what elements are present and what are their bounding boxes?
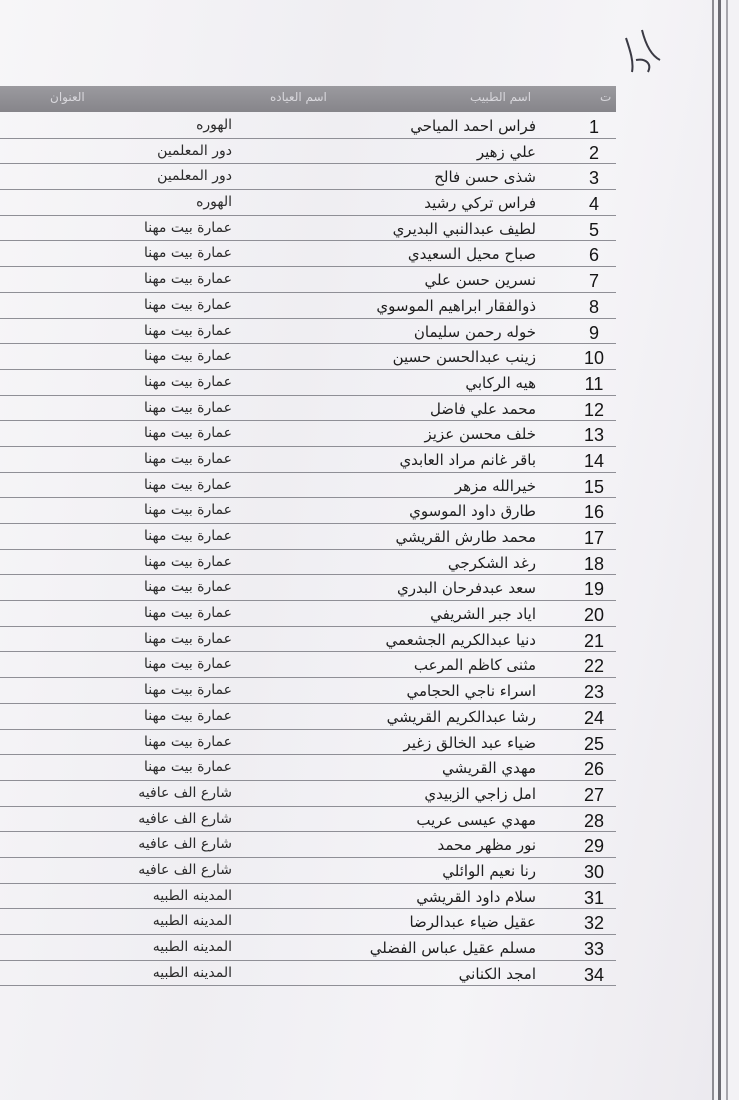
row-number: 19 xyxy=(583,579,605,600)
row-number: 5 xyxy=(588,219,599,240)
table-row xyxy=(0,679,616,705)
table-row xyxy=(0,653,616,679)
clinic-name: عمارة بيت مهنا xyxy=(143,502,232,519)
table-row xyxy=(0,422,616,448)
table-row xyxy=(0,242,616,268)
doctor-name: نسرين حسن علي xyxy=(424,271,536,290)
table-row xyxy=(0,551,616,577)
doctor-name: رنا نعيم الوائلي xyxy=(442,861,536,880)
page-edge xyxy=(718,0,721,1100)
doctor-name: خوله رحمن سليمان xyxy=(413,322,536,341)
table-row xyxy=(0,448,616,474)
row-number: 34 xyxy=(583,964,605,985)
row-number: 21 xyxy=(583,630,605,651)
clinic-name: دور المعلمين xyxy=(157,168,232,185)
doctor-name: هيه الركابي xyxy=(465,373,536,392)
table-row xyxy=(0,114,616,140)
clinic-name: المدينه الطبيه xyxy=(152,913,232,930)
table-row xyxy=(0,165,616,191)
row-number: 15 xyxy=(583,476,605,497)
doctor-name: ذوالفقار ابراهيم الموسوي xyxy=(376,296,536,315)
table-row xyxy=(0,910,616,936)
row-number: 12 xyxy=(583,399,605,420)
row-number: 13 xyxy=(583,425,605,446)
clinic-name: المدينه الطبيه xyxy=(152,887,232,904)
clinic-name: عمارة بيت مهنا xyxy=(143,476,232,493)
clinic-name: عمارة بيت مهنا xyxy=(143,656,232,673)
row-number: 10 xyxy=(583,348,605,369)
doctor-name: سعد عبدفرحان البدري xyxy=(397,579,536,598)
doctor-name: باقر غانم مراد العابدي xyxy=(399,450,536,469)
doctor-name: محمد علي فاضل xyxy=(429,399,536,418)
doctor-name: صباح محيل السعيدي xyxy=(407,245,536,264)
doctor-name: خيرالله مزهر xyxy=(454,476,536,495)
row-number: 17 xyxy=(583,528,605,548)
doctor-name: علي زهير xyxy=(476,142,536,161)
doctor-name: زينب عبدالحسن حسين xyxy=(392,348,536,367)
row-number: 11 xyxy=(584,373,604,394)
row-number: 24 xyxy=(583,707,605,728)
row-number: 31 xyxy=(583,887,605,908)
clinic-name: دور المعلمين xyxy=(157,142,232,159)
header-clinic: اسم العياده xyxy=(270,90,327,104)
row-number: 27 xyxy=(583,784,605,805)
row-number: 18 xyxy=(583,553,605,574)
table-row xyxy=(0,808,616,834)
doctor-name: اياد جبر الشريفي xyxy=(430,605,536,624)
table-row xyxy=(0,756,616,782)
row-number: 26 xyxy=(583,759,605,780)
doctor-table xyxy=(0,114,616,987)
table-row xyxy=(0,294,616,320)
table-row xyxy=(0,217,616,243)
clinic-name: عمارة بيت مهنا xyxy=(143,759,232,776)
table-row xyxy=(0,628,616,654)
table-row xyxy=(0,782,616,808)
doctor-name: امل زاجي الزبيدي xyxy=(424,784,536,803)
table-row xyxy=(0,576,616,602)
doctor-name: دنيا عبدالكريم الجشعمي xyxy=(385,630,536,649)
clinic-name: عمارة بيت مهنا xyxy=(143,322,232,339)
doctor-name: مثنى كاظم المرعب xyxy=(413,656,536,675)
table-row xyxy=(0,731,616,757)
row-number: 30 xyxy=(583,861,605,882)
doctor-name: فراس احمد المياحي xyxy=(410,117,536,135)
clinic-name: عمارة بيت مهنا xyxy=(143,630,232,647)
clinic-name: شارع الف عافيه xyxy=(138,810,232,827)
table-row xyxy=(0,962,616,988)
row-number: 25 xyxy=(583,733,605,754)
row-number: 28 xyxy=(583,810,605,831)
clinic-name: المدينه الطبيه xyxy=(152,939,232,955)
table-row xyxy=(0,833,616,859)
clinic-name: عمارة بيت مهنا xyxy=(143,373,232,390)
clinic-name: عمارة بيت مهنا xyxy=(143,271,232,288)
clinic-name: عمارة بيت مهنا xyxy=(143,425,232,442)
table-row xyxy=(0,345,616,371)
clinic-name: عمارة بيت مهنا xyxy=(143,707,232,724)
clinic-name: عمارة بيت مهنا xyxy=(143,682,232,699)
row-number: 8 xyxy=(588,296,599,317)
doctor-name: مهدي القريشي xyxy=(442,759,536,778)
doctor-name: اسراء ناجي الحجامي xyxy=(406,682,536,701)
table-row xyxy=(0,191,616,217)
clinic-name: عمارة بيت مهنا xyxy=(143,348,232,365)
table-row xyxy=(0,320,616,346)
doctor-name: رشا عبدالكريم القريشي xyxy=(386,707,536,726)
row-number: 29 xyxy=(583,836,605,857)
table-row xyxy=(0,499,616,525)
clinic-name: عمارة بيت مهنا xyxy=(143,528,232,544)
table-row xyxy=(0,936,616,962)
clinic-name: عمارة بيت مهنا xyxy=(143,553,232,570)
clinic-name: عمارة بيت مهنا xyxy=(143,245,232,262)
row-number: 20 xyxy=(583,605,605,626)
row-number: 9 xyxy=(588,322,599,343)
clinic-name: عمارة بيت مهنا xyxy=(143,450,232,467)
doctor-name: ضياء عبد الخالق زغير xyxy=(403,733,536,752)
doctor-name: خلف محسن عزيز xyxy=(424,425,536,444)
clinic-name: عمارة بيت مهنا xyxy=(143,605,232,622)
table-row xyxy=(0,140,616,166)
doctor-name: طارق داود الموسوي xyxy=(409,502,536,521)
table-row xyxy=(0,602,616,628)
doctor-name: مسلم عقيل عباس الفضلي xyxy=(369,939,536,957)
clinic-name: المدينه الطبيه xyxy=(152,964,232,981)
table-row xyxy=(0,885,616,911)
header-address: العنوان xyxy=(50,90,85,104)
table-row xyxy=(0,474,616,500)
clinic-name: شارع الف عافيه xyxy=(138,836,232,853)
row-number: 23 xyxy=(583,682,605,703)
doctor-name: سلام داود القريشي xyxy=(416,887,536,906)
row-number: 2 xyxy=(588,142,599,163)
clinic-name: عمارة بيت مهنا xyxy=(143,579,232,596)
doctor-name: رغد الشكرجي xyxy=(447,553,536,572)
doctor-name: نور مظهر محمد xyxy=(437,836,536,855)
doctor-name: شذى حسن فالح xyxy=(434,168,536,187)
clinic-name: شارع الف عافيه xyxy=(138,784,232,801)
clinic-name: شارع الف عافيه xyxy=(138,861,232,878)
doctor-name: امجد الكناني xyxy=(458,964,536,983)
clinic-name: عمارة بيت مهنا xyxy=(143,733,232,750)
clinic-name: عمارة بيت مهنا xyxy=(143,399,232,416)
row-number: 32 xyxy=(583,913,605,934)
clinic-name: الهوره xyxy=(196,194,232,211)
page-edge xyxy=(712,0,714,1100)
table-header xyxy=(0,86,616,112)
row-number: 4 xyxy=(588,194,599,215)
table-row xyxy=(0,525,616,551)
row-number: 3 xyxy=(588,168,599,189)
table-row xyxy=(0,397,616,423)
table-row xyxy=(0,371,616,397)
header-number: ت xyxy=(600,90,612,104)
row-number: 6 xyxy=(588,245,599,266)
row-number: 7 xyxy=(588,271,599,292)
doctor-name: عقيل ضياء عبدالرضا xyxy=(409,913,536,932)
table-row xyxy=(0,705,616,731)
doctor-name: فراس تركي رشيد xyxy=(424,194,536,213)
row-number: 33 xyxy=(583,939,605,959)
doctor-name: مهدي عيسى عريب xyxy=(416,810,536,829)
clinic-name: عمارة بيت مهنا xyxy=(143,219,232,236)
table-row xyxy=(0,268,616,294)
page-edge xyxy=(726,0,728,1100)
handwritten-mark xyxy=(612,20,672,90)
clinic-name: الهوره xyxy=(196,117,232,133)
row-number: 22 xyxy=(583,656,605,677)
row-number: 14 xyxy=(583,450,605,471)
clinic-name: عمارة بيت مهنا xyxy=(143,296,232,313)
doctor-name: محمد طارش القريشي xyxy=(395,528,536,546)
table-row xyxy=(0,859,616,885)
row-number: 1 xyxy=(588,117,599,137)
header-doctor: اسم الطبيب xyxy=(470,90,532,104)
doctor-name: لطيف عبدالنبي البديري xyxy=(392,219,536,238)
row-number: 16 xyxy=(583,502,605,523)
